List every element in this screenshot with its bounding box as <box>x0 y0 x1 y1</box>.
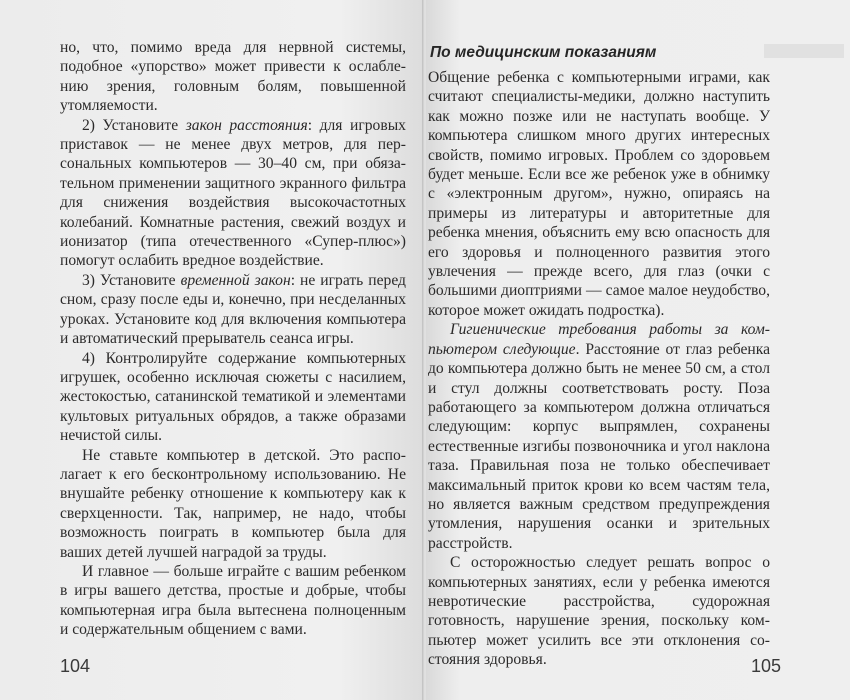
paragraph-text: но, что, помимо вреда для нервной системы, подобное «упорство» может привести к ослаблению зрения, головным болям, повышенной утомляемости. <box>60 39 406 115</box>
paragraph <box>60 38 406 116</box>
paragraph-text: И главное — больше играйте с вашим ребенком в игры вашего детства, простые и добрые, чтобы компьютерная игра была вытеснена полноценным и содержательным общением с вами. <box>60 562 406 639</box>
paragraph-text: Общение ребенка с компьютерными играми, как считают специалисты-медики, должно наступить как можно позже или не наступать вообще. У компьютера слишком много других интересных свойств, помимо игровых. Проблем со здоровьем будет меньше. Если все же ребенок уже в обнимку с «электронным другом», нужно, опираясь на примеры из литературы и авторитетные для ребенка мнения, объяснить ему всю опасность для его здоровья и полноценного развития этого увлечения — прежде всего, для глаз (очки с большими диоптриями — самое малое неудобство, которое может ожидать подростка). <box>428 69 770 319</box>
paragraph <box>60 562 406 640</box>
paragraph-text: С осторожностью следует решать вопрос о компьютерных занятиях, если у ребенка имеются невротические расстройства, судорожная готовность, нарушение зрения, поскольку компьютер может усилить все эти отклонения состояния здоровья. <box>428 554 770 669</box>
italic-text: закон расстояния <box>185 116 308 134</box>
paragraph <box>60 349 406 446</box>
paragraph <box>428 320 770 553</box>
italic-text: Гигиенические требования работы за компьютером следующие <box>428 321 770 358</box>
paragraph-text: 2) Установите <box>82 116 186 134</box>
paragraph <box>428 553 770 669</box>
paragraph-text: 4) Контролируйте содержание компьютерных игрушек, особенно исключая сюжеты с насилием, жестокостью, сатанинской тематикой и элементами культовых ритуальных обрядов, а также образами нечистой силы. <box>60 349 406 445</box>
paragraph-text: : для игровых приставок — не менее двух метров, для персональных компьютеров — 30–40 см, при обязательном применении защитного экранного фильтра для снижения воздействия высокочастотных колебаний. Комнатные растения, свежий воздух и ионизатор (типа отечественного «Супер-плюс») помогут ослабить вредное воздействие. <box>60 116 406 270</box>
paragraph-text: 3) Установите <box>82 271 181 289</box>
section-heading: По медицинским показаниям <box>430 44 657 61</box>
right-page <box>426 0 850 700</box>
paragraph-text: Не ставьте компьютер в детской. Это располагает к его бесконтрольному использованию. Не внушайте ребенку отношение к компьютеру как к сверхценности. Так, например, не надо, чтобы возможность поиграть в компьютер была для ваших детей лучшей наградой за труды. <box>60 446 406 561</box>
left-page <box>0 0 424 700</box>
paragraph-text: . Расстояние от глаз ребенка до компьютера должно быть не менее 50 см, а стол и стул должны соответствовать росту. Поза работающего за компьютером должна отличаться следующим: корпус выпрямлен, сохранены естественные изгибы позвоночника и угол наклона таза. Правильная поза не только обеспечивает максимальный приток крови ко всем частям тела, но является важным средством предупреждения утомления, нарушения осанки и зрительных расстройств. <box>428 340 770 552</box>
paragraph-text: : не играть перед сном, сразу после еды и, конечно, при несделанных уроках. Установите код для включения компьютера и автоматический прерыватель сеанса игры. <box>60 271 406 348</box>
right-page-body <box>428 68 770 670</box>
paragraph <box>60 446 406 562</box>
page-number-left: 104 <box>60 656 91 676</box>
bleed-through-shadow <box>764 44 844 58</box>
paragraph <box>60 116 406 271</box>
page-number-right: 105 <box>751 656 782 676</box>
italic-text: временной закон <box>180 271 291 289</box>
paragraph <box>428 68 770 320</box>
left-page-body <box>60 38 406 640</box>
paragraph <box>60 271 406 349</box>
